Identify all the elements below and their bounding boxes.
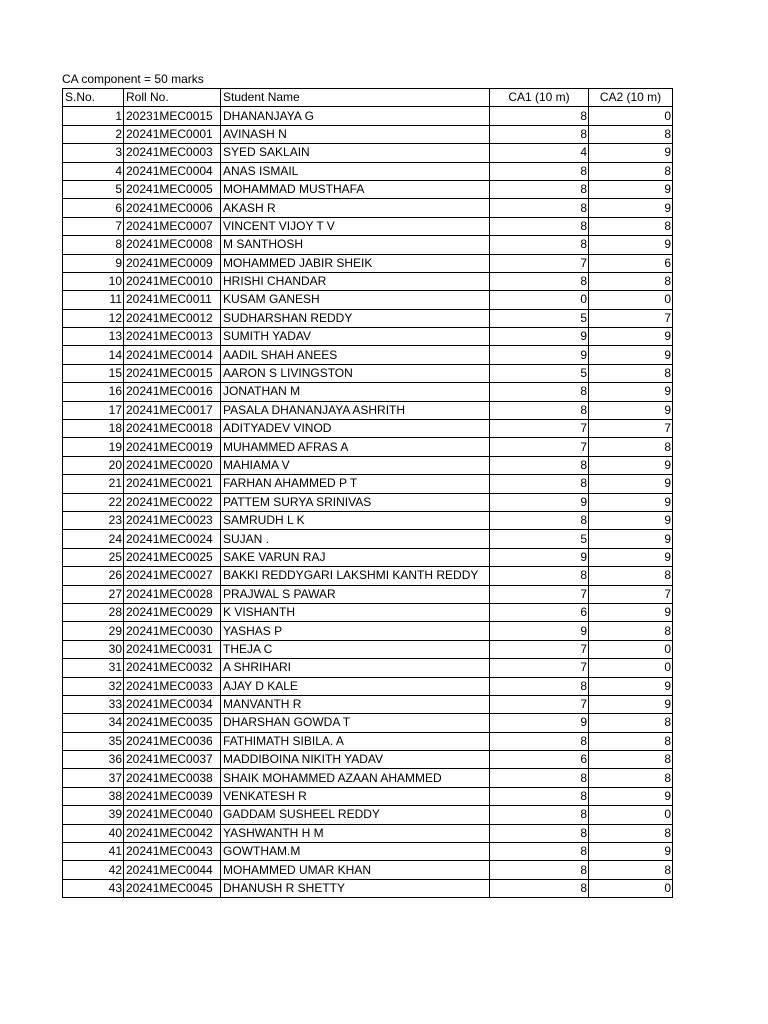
ca2-marks-cell: 9	[589, 144, 673, 162]
roll-no-cell: 20241MEC0031	[124, 640, 221, 658]
table-row	[63, 328, 673, 346]
roll-no-cell: 20241MEC0042	[124, 824, 221, 842]
student-name-cell: SUMITH YADAV	[221, 328, 490, 346]
roll-no-cell: 20241MEC0017	[124, 401, 221, 419]
ca2-marks-cell: 8	[589, 824, 673, 842]
table-row	[63, 769, 673, 787]
ca1-marks-cell: 8	[490, 383, 589, 401]
student-name-cell: YASHAS P	[221, 622, 490, 640]
sno-cell: 10	[63, 272, 124, 290]
ca2-marks-cell: 9	[589, 530, 673, 548]
student-name-cell: PRAJWAL S PAWAR	[221, 585, 490, 603]
ca1-marks-cell: 8	[490, 162, 589, 180]
student-name-cell: KUSAM GANESH	[221, 291, 490, 309]
ca1-marks-cell: 8	[490, 843, 589, 861]
sno-cell: 13	[63, 328, 124, 346]
sno-cell: 2	[63, 125, 124, 143]
roll-no-cell: 20241MEC0016	[124, 383, 221, 401]
ca1-marks-cell: 8	[490, 567, 589, 585]
student-name-cell: THEJA C	[221, 640, 490, 658]
student-name-cell: A SHRIHARI	[221, 659, 490, 677]
ca1-header: CA1 (10 m)	[490, 89, 589, 107]
student-name-cell: HRISHI CHANDAR	[221, 272, 490, 290]
ca2-marks-cell: 9	[589, 548, 673, 566]
sno-cell: 3	[63, 144, 124, 162]
ca1-marks-cell: 7	[490, 659, 589, 677]
table-body	[63, 107, 673, 898]
ca1-marks-cell: 7	[490, 585, 589, 603]
ca2-marks-cell: 0	[589, 640, 673, 658]
table-row	[63, 420, 673, 438]
roll-no-cell: 20241MEC0044	[124, 861, 221, 879]
student-name-cell: VENKATESH R	[221, 787, 490, 805]
roll-no-cell: 20241MEC0032	[124, 659, 221, 677]
sno-cell: 26	[63, 567, 124, 585]
sno-cell: 5	[63, 180, 124, 198]
sno-cell: 7	[63, 217, 124, 235]
table-row	[63, 714, 673, 732]
student-name-cell: SUJAN .	[221, 530, 490, 548]
ca1-marks-cell: 8	[490, 236, 589, 254]
ca2-marks-cell: 9	[589, 383, 673, 401]
student-name-cell: JONATHAN M	[221, 383, 490, 401]
roll-no-cell: 20241MEC0003	[124, 144, 221, 162]
table-row	[63, 585, 673, 603]
student-name-cell: VINCENT VIJOY T V	[221, 217, 490, 235]
table-row	[63, 732, 673, 750]
sno-cell: 43	[63, 879, 124, 897]
ca2-marks-cell: 0	[589, 107, 673, 125]
table-row	[63, 659, 673, 677]
ca1-marks-cell: 8	[490, 401, 589, 419]
student-name-cell: PATTEM SURYA SRINIVAS	[221, 493, 490, 511]
roll-no-cell: 20241MEC0029	[124, 603, 221, 621]
roll-no-cell: 20241MEC0013	[124, 328, 221, 346]
ca2-marks-cell: 7	[589, 309, 673, 327]
ca2-marks-cell: 9	[589, 456, 673, 474]
student-name-cell: SAMRUDH L K	[221, 511, 490, 529]
table-row	[63, 806, 673, 824]
ca2-marks-cell: 0	[589, 806, 673, 824]
student-name-cell: GADDAM SUSHEEL REDDY	[221, 806, 490, 824]
table-row	[63, 383, 673, 401]
roll-no-cell: 20241MEC0008	[124, 236, 221, 254]
table-row	[63, 254, 673, 272]
roll-no-cell: 20241MEC0015	[124, 364, 221, 382]
ca2-marks-cell: 9	[589, 511, 673, 529]
table-row	[63, 603, 673, 621]
student-name-cell: AARON S LIVINGSTON	[221, 364, 490, 382]
student-name-cell: MANVANTH R	[221, 695, 490, 713]
roll-no-cell: 20241MEC0011	[124, 291, 221, 309]
roll-no-cell: 20241MEC0028	[124, 585, 221, 603]
student-name-cell: MADDIBOINA NIKITH YADAV	[221, 751, 490, 769]
sno-cell: 41	[63, 843, 124, 861]
ca1-marks-cell: 8	[490, 475, 589, 493]
sno-cell: 35	[63, 732, 124, 750]
ca2-marks-cell: 8	[589, 769, 673, 787]
student-name-cell: M SANTHOSH	[221, 236, 490, 254]
table-row	[63, 622, 673, 640]
student-name-cell: MOHAMMAD MUSTHAFA	[221, 180, 490, 198]
ca1-marks-cell: 6	[490, 603, 589, 621]
student-name-cell: DHANUSH R SHETTY	[221, 879, 490, 897]
ca2-marks-cell: 9	[589, 328, 673, 346]
sno-cell: 28	[63, 603, 124, 621]
sno-cell: 37	[63, 769, 124, 787]
roll-no-cell: 20241MEC0006	[124, 199, 221, 217]
student-name-cell: DHANANJAYA G	[221, 107, 490, 125]
marks-table	[62, 88, 673, 898]
ca1-marks-cell: 8	[490, 861, 589, 879]
student-name-cell: SYED SAKLAIN	[221, 144, 490, 162]
ca2-marks-cell: 9	[589, 787, 673, 805]
roll-no-cell: 20241MEC0009	[124, 254, 221, 272]
ca1-marks-cell: 8	[490, 824, 589, 842]
roll-no-cell: 20241MEC0014	[124, 346, 221, 364]
table-row	[63, 217, 673, 235]
roll-no-cell: 20241MEC0005	[124, 180, 221, 198]
ca1-marks-cell: 5	[490, 364, 589, 382]
ca2-marks-cell: 9	[589, 236, 673, 254]
ca1-marks-cell: 8	[490, 787, 589, 805]
table-row	[63, 309, 673, 327]
table-row	[63, 438, 673, 456]
sno-cell: 9	[63, 254, 124, 272]
student-name-cell: SAKE VARUN RAJ	[221, 548, 490, 566]
ca2-marks-cell: 9	[589, 475, 673, 493]
sno-cell: 19	[63, 438, 124, 456]
table-row	[63, 144, 673, 162]
ca2-header: CA2 (10 m)	[589, 89, 673, 107]
roll-no-cell: 20241MEC0025	[124, 548, 221, 566]
sno-cell: 16	[63, 383, 124, 401]
roll-no-cell: 20241MEC0043	[124, 843, 221, 861]
ca2-marks-cell: 8	[589, 861, 673, 879]
ca1-marks-cell: 8	[490, 180, 589, 198]
table-row	[63, 346, 673, 364]
ca1-marks-cell: 4	[490, 144, 589, 162]
ca2-marks-cell: 9	[589, 199, 673, 217]
sno-header: S.No.	[63, 89, 124, 107]
student-name-cell: ANAS ISMAIL	[221, 162, 490, 180]
table-row	[63, 364, 673, 382]
sno-cell: 17	[63, 401, 124, 419]
table-row	[63, 751, 673, 769]
sno-cell: 23	[63, 511, 124, 529]
table-row	[63, 199, 673, 217]
ca1-marks-cell: 9	[490, 493, 589, 511]
table-row	[63, 125, 673, 143]
table-row	[63, 272, 673, 290]
table-row	[63, 824, 673, 842]
ca1-marks-cell: 8	[490, 511, 589, 529]
table-row	[63, 475, 673, 493]
roll-no-cell: 20241MEC0024	[124, 530, 221, 548]
table-row	[63, 787, 673, 805]
ca2-marks-cell: 9	[589, 843, 673, 861]
ca2-marks-cell: 7	[589, 420, 673, 438]
sno-cell: 12	[63, 309, 124, 327]
ca1-marks-cell: 7	[490, 420, 589, 438]
sno-cell: 39	[63, 806, 124, 824]
ca1-marks-cell: 9	[490, 328, 589, 346]
spreadsheet-page	[62, 70, 673, 898]
roll-no-cell: 20241MEC0030	[124, 622, 221, 640]
roll-no-cell: 20241MEC0035	[124, 714, 221, 732]
ca2-marks-cell: 8	[589, 217, 673, 235]
ca1-marks-cell: 8	[490, 879, 589, 897]
ca1-marks-cell: 7	[490, 695, 589, 713]
ca1-marks-cell: 8	[490, 732, 589, 750]
ca1-marks-cell: 8	[490, 107, 589, 125]
ca2-marks-cell: 9	[589, 401, 673, 419]
student-name-cell: MOHAMMED JABIR SHEIK	[221, 254, 490, 272]
roll-no-cell: 20241MEC0021	[124, 475, 221, 493]
student-name-cell: AKASH R	[221, 199, 490, 217]
ca1-marks-cell: 9	[490, 714, 589, 732]
table-row	[63, 530, 673, 548]
ca1-marks-cell: 8	[490, 806, 589, 824]
student-name-cell: MUHAMMED AFRAS A	[221, 438, 490, 456]
roll-no-cell: 20241MEC0039	[124, 787, 221, 805]
sno-cell: 11	[63, 291, 124, 309]
ca-component-caption: CA component = 50 marks	[62, 72, 204, 86]
ca1-marks-cell: 8	[490, 199, 589, 217]
ca2-marks-cell: 8	[589, 732, 673, 750]
ca1-marks-cell: 8	[490, 217, 589, 235]
table-row	[63, 162, 673, 180]
sno-cell: 33	[63, 695, 124, 713]
ca2-marks-cell: 9	[589, 677, 673, 695]
ca2-marks-cell: 8	[589, 567, 673, 585]
student-name-cell: FARHAN AHAMMED P T	[221, 475, 490, 493]
ca2-marks-cell: 8	[589, 714, 673, 732]
ca2-marks-cell: 9	[589, 180, 673, 198]
student-name-cell: SUDHARSHAN REDDY	[221, 309, 490, 327]
roll-no-cell: 20241MEC0004	[124, 162, 221, 180]
roll-no-cell: 20241MEC0010	[124, 272, 221, 290]
student-name-cell: K VISHANTH	[221, 603, 490, 621]
sno-cell: 4	[63, 162, 124, 180]
ca1-marks-cell: 5	[490, 309, 589, 327]
ca1-marks-cell: 7	[490, 438, 589, 456]
table-row	[63, 861, 673, 879]
roll-no-cell: 20241MEC0027	[124, 567, 221, 585]
ca2-marks-cell: 8	[589, 364, 673, 382]
roll-no-cell: 20241MEC0001	[124, 125, 221, 143]
sno-cell: 25	[63, 548, 124, 566]
roll-no-header: Roll No.	[124, 89, 221, 107]
student-name-cell: BAKKI REDDYGARI LAKSHMI KANTH REDDY	[221, 567, 490, 585]
ca2-marks-cell: 9	[589, 493, 673, 511]
ca1-marks-cell: 8	[490, 677, 589, 695]
table-row	[63, 548, 673, 566]
table-row	[63, 879, 673, 897]
ca1-marks-cell: 0	[490, 291, 589, 309]
sno-cell: 15	[63, 364, 124, 382]
sno-cell: 24	[63, 530, 124, 548]
sno-cell: 22	[63, 493, 124, 511]
roll-no-cell: 20241MEC0045	[124, 879, 221, 897]
sno-cell: 34	[63, 714, 124, 732]
ca2-marks-cell: 8	[589, 751, 673, 769]
sno-cell: 40	[63, 824, 124, 842]
ca2-marks-cell: 0	[589, 659, 673, 677]
roll-no-cell: 20241MEC0040	[124, 806, 221, 824]
student-name-cell: GOWTHAM.M	[221, 843, 490, 861]
ca2-marks-cell: 8	[589, 272, 673, 290]
table-row	[63, 511, 673, 529]
ca1-marks-cell: 6	[490, 751, 589, 769]
ca2-marks-cell: 9	[589, 346, 673, 364]
ca2-marks-cell: 7	[589, 585, 673, 603]
ca2-marks-cell: 9	[589, 603, 673, 621]
ca2-marks-cell: 8	[589, 622, 673, 640]
table-row	[63, 236, 673, 254]
sno-cell: 8	[63, 236, 124, 254]
table-row	[63, 291, 673, 309]
student-name-cell: AVINASH N	[221, 125, 490, 143]
student-name-cell: SHAIK MOHAMMED AZAAN AHAMMED	[221, 769, 490, 787]
sno-cell: 27	[63, 585, 124, 603]
student-name-cell: AJAY D KALE	[221, 677, 490, 695]
ca1-marks-cell: 5	[490, 530, 589, 548]
header-row	[63, 89, 673, 107]
sno-cell: 21	[63, 475, 124, 493]
table-row	[63, 401, 673, 419]
student-name-cell: YASHWANTH H M	[221, 824, 490, 842]
ca1-marks-cell: 8	[490, 769, 589, 787]
ca2-marks-cell: 8	[589, 125, 673, 143]
student-name-cell: FATHIMATH SIBILA. A	[221, 732, 490, 750]
student-name-cell: MOHAMMED UMAR KHAN	[221, 861, 490, 879]
table-row	[63, 567, 673, 585]
sno-cell: 20	[63, 456, 124, 474]
table-row	[63, 677, 673, 695]
roll-no-cell: 20241MEC0038	[124, 769, 221, 787]
sno-cell: 36	[63, 751, 124, 769]
sno-cell: 29	[63, 622, 124, 640]
roll-no-cell: 20241MEC0020	[124, 456, 221, 474]
ca1-marks-cell: 8	[490, 456, 589, 474]
sno-cell: 31	[63, 659, 124, 677]
ca1-marks-cell: 7	[490, 640, 589, 658]
student-name-cell: PASALA DHANANJAYA ASHRITH	[221, 401, 490, 419]
sno-cell: 14	[63, 346, 124, 364]
roll-no-cell: 20241MEC0036	[124, 732, 221, 750]
student-name-cell: AADIL SHAH ANEES	[221, 346, 490, 364]
student-name-cell: MAHIAMA V	[221, 456, 490, 474]
roll-no-cell: 20231MEC0015	[124, 107, 221, 125]
ca1-marks-cell: 8	[490, 125, 589, 143]
ca2-marks-cell: 0	[589, 879, 673, 897]
ca1-marks-cell: 9	[490, 548, 589, 566]
roll-no-cell: 20241MEC0022	[124, 493, 221, 511]
ca1-marks-cell: 9	[490, 622, 589, 640]
ca2-marks-cell: 0	[589, 291, 673, 309]
roll-no-cell: 20241MEC0033	[124, 677, 221, 695]
sno-cell: 42	[63, 861, 124, 879]
student-name-header: Student Name	[221, 89, 490, 107]
ca1-marks-cell: 8	[490, 272, 589, 290]
sno-cell: 30	[63, 640, 124, 658]
ca2-marks-cell: 8	[589, 438, 673, 456]
sno-cell: 38	[63, 787, 124, 805]
roll-no-cell: 20241MEC0037	[124, 751, 221, 769]
roll-no-cell: 20241MEC0012	[124, 309, 221, 327]
table-row	[63, 493, 673, 511]
table-row	[63, 640, 673, 658]
table-row	[63, 456, 673, 474]
table-row	[63, 107, 673, 125]
student-name-cell: ADITYADEV VINOD	[221, 420, 490, 438]
sno-cell: 1	[63, 107, 124, 125]
sno-cell: 32	[63, 677, 124, 695]
roll-no-cell: 20241MEC0018	[124, 420, 221, 438]
student-name-cell: DHARSHAN GOWDA T	[221, 714, 490, 732]
sno-cell: 6	[63, 199, 124, 217]
table-row	[63, 843, 673, 861]
sno-cell: 18	[63, 420, 124, 438]
table-row	[63, 695, 673, 713]
ca2-marks-cell: 9	[589, 695, 673, 713]
roll-no-cell: 20241MEC0023	[124, 511, 221, 529]
ca1-marks-cell: 7	[490, 254, 589, 272]
roll-no-cell: 20241MEC0007	[124, 217, 221, 235]
table-row	[63, 180, 673, 198]
ca1-marks-cell: 9	[490, 346, 589, 364]
roll-no-cell: 20241MEC0019	[124, 438, 221, 456]
ca2-marks-cell: 8	[589, 162, 673, 180]
roll-no-cell: 20241MEC0034	[124, 695, 221, 713]
ca2-marks-cell: 6	[589, 254, 673, 272]
